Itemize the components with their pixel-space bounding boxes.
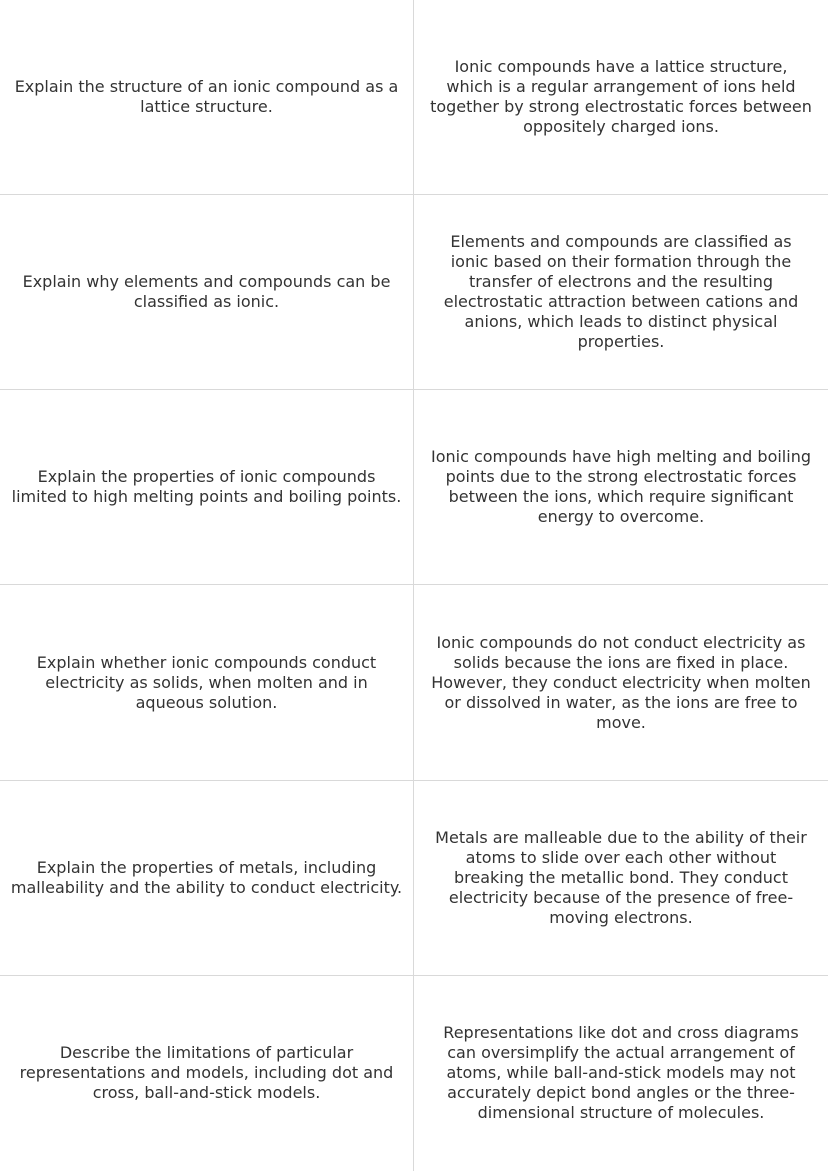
answer-text: Ionic compounds do not conduct electricity as solids because the ions are fixed in place. However, they conduct electricity when molten or dissolved in water, as the ions are free to move. (431, 632, 811, 732)
answer-cell (414, 390, 828, 585)
answer-text: Metals are malleable due to the ability of their atoms to slide over each other without breaking the metallic bond. They conduct electricity because of the presence of free-moving electrons. (435, 827, 807, 927)
answer-cell (414, 976, 828, 1171)
answer-cell (414, 0, 828, 195)
question-text: Explain why elements and compounds can be classified as ionic. (22, 272, 391, 312)
answer-cell (414, 195, 828, 390)
question-cell (0, 0, 414, 195)
question-text: Explain the properties of ionic compounds limited to high melting points and boiling points. (11, 467, 402, 507)
question-text: Describe the limitations of particular representations and models, including dot and cross, ball-and-stick models. (19, 1043, 394, 1103)
question-cell (0, 195, 414, 390)
answer-text: Representations like dot and cross diagrams can oversimplify the actual arrangement of atoms, while ball-and-stick models may not accurately depict bond angles or the three-dimensional structure of molecules. (443, 1023, 799, 1123)
question-cell (0, 585, 414, 780)
question-text: Explain the structure of an ionic compound as a lattice structure. (14, 77, 399, 117)
question-text: Explain the properties of metals, including malleability and the ability to conduct electricity. (10, 857, 403, 897)
answer-cell (414, 781, 828, 976)
answer-text: Elements and compounds are classified as ionic based on their formation through the transfer of electrons and the resulting electrostatic attraction between cations and anions, which leads to distinct physical properties. (443, 232, 799, 352)
question-cell (0, 781, 414, 976)
answer-text: Ionic compounds have a lattice structure, which is a regular arrangement of ions held together by strong electrostatic forces between oppositely charged ions. (430, 57, 812, 137)
question-cell (0, 976, 414, 1171)
question-cell (0, 390, 414, 585)
question-text: Explain whether ionic compounds conduct electricity as solids, when molten and in aqueous solution. (36, 652, 377, 712)
answer-cell (414, 585, 828, 780)
answer-text: Ionic compounds have high melting and boiling points due to the strong electrostatic forces between the ions, which require significant energy to overcome. (430, 447, 811, 527)
